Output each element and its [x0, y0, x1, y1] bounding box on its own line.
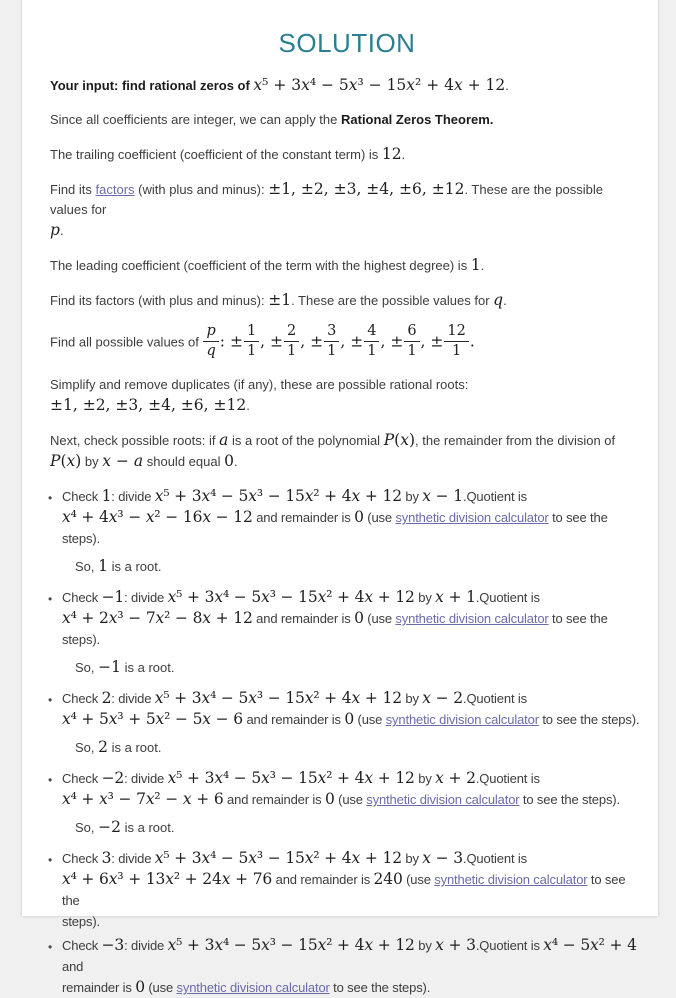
check-item-6 [50, 935, 644, 998]
text: Check [62, 489, 102, 505]
text: to see the steps). [329, 980, 431, 996]
check-item-2 [50, 587, 644, 678]
math-expression: x − 3 [422, 849, 463, 868]
text: . [480, 258, 485, 273]
text: . [505, 78, 509, 93]
synthetic-division-link[interactable]: synthetic division calculator [176, 980, 330, 996]
math-expression: a [219, 431, 229, 450]
text: The trailing coefficient (coefficient of the constant term) is [50, 147, 382, 162]
text: . [401, 147, 406, 162]
root-conclusion-4 [75, 817, 644, 838]
math-expression: ±1, ±2, ±3, ±4, ±6, ±12 [268, 180, 465, 198]
math-expression: 0 [224, 452, 234, 471]
fraction: $\frac{3}{1}$ [324, 323, 339, 359]
text: (use [402, 872, 435, 888]
math-expression: , [420, 332, 431, 351]
bold-text: Rational Zeros Theorem. [341, 112, 494, 127]
check-item-4 [50, 768, 644, 838]
math-expression: x⁴ + 2x³ − 7x² − 8x + 12 [62, 609, 253, 628]
math-expression: x⁵ + 3x⁴ − 5x³ − 15x² + 4x + 12 [167, 769, 415, 788]
text: So, [75, 660, 99, 676]
math-expression: 2 [101, 689, 112, 708]
text: and remainder is [223, 792, 325, 808]
text: So, [75, 740, 99, 756]
math-expression: x⁵ + 3x⁴ − 5x³ − 15x² + 4x + 12 [253, 76, 506, 94]
root-conclusion-1 [75, 556, 644, 577]
math-expression: −3 [101, 936, 125, 955]
text: : divide [124, 938, 168, 954]
math-expression: 2 [98, 738, 108, 757]
math-expression: , [380, 332, 391, 351]
math-expression: x⁴ − 5x² + 4 [543, 936, 637, 955]
para-pq-values [50, 325, 644, 361]
text: is a root. [120, 820, 175, 836]
math-expression: 0 [135, 978, 145, 997]
text: : divide [124, 590, 168, 606]
text: .Quotient is [475, 590, 540, 606]
text: (use [334, 792, 367, 808]
check-item-5 [50, 848, 644, 932]
math-expression: 1 [470, 256, 481, 274]
factors-link[interactable]: factors [95, 182, 135, 197]
solution-title: SOLUTION [278, 28, 416, 58]
text: So, [75, 820, 99, 836]
input-line [50, 75, 644, 96]
text: by [414, 938, 436, 954]
math-expression: x⁵ + 3x⁴ − 5x³ − 15x² + 4x + 12 [154, 689, 402, 708]
math-expression: x − 1 [422, 487, 463, 506]
text: is a root of the polynomial [228, 433, 384, 449]
para-leading-coefficient [50, 255, 644, 276]
root-conclusion-3 [75, 737, 644, 758]
check-line-4 [62, 768, 644, 810]
text: Check [62, 590, 102, 606]
math-expression: ± [390, 332, 404, 351]
math-expression: x⁵ + 3x⁴ − 5x³ − 15x² + 4x + 12 [167, 936, 415, 955]
text: and remainder is [243, 712, 345, 728]
math-expression: x + 1 [435, 588, 476, 607]
math-expression: 1 [101, 487, 112, 506]
text: .Quotient is [475, 771, 540, 787]
text: (use [354, 712, 386, 728]
para-trailing-factors [50, 179, 644, 241]
math-expression: x⁵ + 3x⁴ − 5x³ − 15x² + 4x + 12 [154, 487, 402, 506]
fraction: $\frac{4}{1}$ [364, 323, 379, 359]
text: and remainder is [252, 611, 355, 627]
text: Find its [50, 182, 96, 197]
fraction: $\frac{6}{1}$ [404, 323, 419, 359]
math-expression: −2 [98, 818, 121, 837]
fraction: $\frac{2}{1}$ [284, 323, 299, 359]
text: Check [62, 771, 102, 787]
text: Check [62, 851, 102, 867]
text: remainder is [62, 980, 136, 996]
math-expression: 0 [354, 508, 364, 527]
fraction: $\frac{12}{1}$ [444, 323, 468, 359]
text: : divide [124, 771, 168, 787]
math-expression: x⁵ + 3x⁴ − 5x³ − 15x² + 4x + 12 [167, 588, 415, 607]
text: steps). [62, 914, 100, 930]
synthetic-division-link[interactable]: synthetic division calculator [395, 611, 549, 627]
check-line-6 [62, 935, 644, 998]
text: (use [144, 980, 177, 996]
fraction: $\frac{1}{1}$ [244, 323, 259, 359]
text: is a root. [108, 559, 162, 575]
para-simplify-roots [50, 375, 644, 416]
text: to see the steps). [62, 510, 608, 547]
math-expression: . [469, 332, 475, 351]
text: should equal [143, 454, 225, 470]
check-item-1 [50, 486, 644, 577]
text: (use [363, 611, 396, 627]
math-expression: q [493, 291, 504, 309]
math-expression: ± [270, 332, 284, 351]
para-check-roots-intro [50, 430, 644, 472]
math-expression: P(x) [383, 431, 415, 450]
text: is a root. [108, 740, 162, 756]
check-line-5 [62, 848, 644, 932]
text: to see the steps). [538, 712, 640, 728]
text: by [81, 454, 103, 470]
math-expression: x⁴ + 5x³ + 5x² − 5x − 6 [62, 710, 243, 729]
math-expression: x⁴ + 6x³ + 13x² + 24x + 76 [62, 870, 273, 889]
math-expression: : [219, 332, 230, 351]
text: . [246, 398, 250, 414]
para-trailing-coefficient [50, 144, 644, 165]
text: So, [75, 559, 99, 575]
math-expression: −1 [98, 658, 121, 677]
check-line-3 [62, 688, 644, 730]
check-line-2 [62, 587, 644, 650]
math-expression: 3 [101, 849, 112, 868]
math-expression: , [340, 332, 351, 351]
text: : divide [111, 691, 155, 707]
math-expression: x − 2 [422, 689, 463, 708]
check-item-3 [50, 688, 644, 758]
text: and remainder is [252, 510, 355, 526]
text: .Quotient is [475, 938, 544, 954]
text: , the remainder from the division of [415, 433, 616, 449]
synthetic-division-link[interactable]: synthetic division calculator [395, 510, 549, 526]
synthetic-division-link[interactable]: synthetic division calculator [385, 712, 539, 728]
fraction: $\frac{p}{q}$ [203, 323, 218, 359]
text: Find all possible values of [50, 334, 203, 350]
root-check-list [50, 486, 644, 998]
math-expression: x + 2 [435, 769, 476, 788]
text: by [414, 590, 436, 606]
check-line-1 [62, 486, 644, 549]
text: . These are the possible values for [291, 293, 494, 308]
text: . [59, 223, 64, 238]
math-expression: −2 [101, 769, 125, 788]
text: . These are the possible values for [50, 182, 603, 217]
root-conclusion-2 [75, 657, 644, 678]
math-expression: ±1, ±2, ±3, ±4, ±6, ±12 [50, 396, 247, 415]
synthetic-division-link[interactable]: synthetic division calculator [366, 792, 520, 808]
bold-text: Your input: find rational zeros of [50, 78, 254, 93]
para-leading-factors [50, 290, 644, 311]
text: Find its factors (with plus and minus): [50, 293, 269, 308]
text: to see the [62, 872, 626, 909]
math-expression: ± [350, 332, 364, 351]
text: The leading coefficient (coefficient of the term with the highest degree) is [50, 258, 471, 273]
math-expression: 1 [98, 557, 108, 576]
text: : divide [111, 851, 155, 867]
math-expression: x⁴ + 4x³ − x² − 16x − 12 [62, 508, 253, 527]
math-expression: 12 [381, 145, 402, 163]
text: Next, check possible roots: if [50, 433, 220, 449]
math-expression: P(x) [50, 452, 82, 471]
text: . [233, 454, 238, 470]
text: by [401, 489, 423, 505]
text: by [401, 851, 423, 867]
text: . [503, 293, 507, 308]
math-expression: ±1 [268, 291, 292, 309]
text: Check [62, 938, 102, 954]
math-expression: , [260, 332, 271, 351]
solution-card [22, 0, 658, 997]
text: (with plus and minus): [134, 182, 269, 197]
math-expression: x + 3 [435, 936, 476, 955]
text: .Quotient is [463, 851, 527, 867]
math-expression: ± [430, 332, 444, 351]
math-expression: ± [229, 332, 243, 351]
text: by [401, 691, 423, 707]
text: Check [62, 691, 102, 707]
text: Since all coefficients are integer, we can apply the [50, 112, 341, 127]
math-expression: 240 [373, 870, 403, 889]
text: (use [363, 510, 396, 526]
para-rational-zeros-theorem [50, 110, 644, 130]
math-expression: x⁵ + 3x⁴ − 5x³ − 15x² + 4x + 12 [154, 849, 402, 868]
text: and [62, 959, 84, 975]
text: and remainder is [272, 872, 374, 888]
text: to see the steps). [519, 792, 620, 808]
math-expression: 0 [344, 710, 355, 729]
text: by [414, 771, 436, 787]
math-expression: 0 [354, 609, 364, 628]
math-expression: ± [310, 332, 324, 351]
math-expression: p [50, 221, 60, 239]
text: to see the steps). [62, 611, 608, 648]
text: .Quotient is [463, 489, 527, 505]
math-expression: x⁴ + x³ − 7x² − x + 6 [62, 790, 224, 809]
math-expression: 0 [324, 790, 335, 809]
synthetic-division-link[interactable]: synthetic division calculator [434, 872, 588, 888]
text: is a root. [120, 660, 175, 676]
math-expression: x − a [102, 452, 144, 471]
text: : divide [111, 489, 155, 505]
text: .Quotient is [463, 691, 527, 707]
math-expression: −1 [101, 588, 125, 607]
math-expression: , [300, 332, 311, 351]
text: Simplify and remove duplicates (if any), these are possible rational roots: [50, 377, 469, 393]
